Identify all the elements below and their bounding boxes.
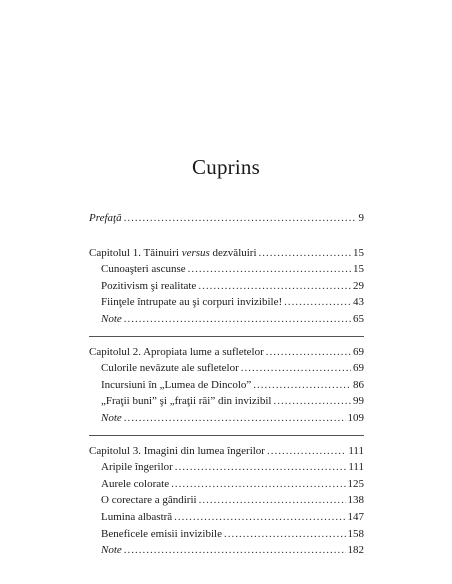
dot-leader <box>188 261 351 278</box>
toc-entry <box>89 261 364 278</box>
toc-entry <box>89 476 364 493</box>
toc-chapter-3 <box>89 443 364 460</box>
dot-leader <box>124 542 346 559</box>
dot-leader <box>224 526 346 543</box>
toc-entry-label: Pozitivism şi realitate <box>101 279 197 292</box>
toc-entry-label: Cunoaşteri ascunse <box>101 263 186 276</box>
toc-entry <box>89 311 364 328</box>
toc-entry-page: 65 <box>353 312 364 325</box>
page-title: Cuprins <box>192 155 260 179</box>
dot-leader <box>253 377 351 394</box>
toc-entry-label: Aurele colorate <box>101 477 170 490</box>
toc-entry <box>89 377 364 394</box>
toc-entry <box>89 492 364 509</box>
toc-chapter-label: Capitolul 3. Imagini din lumea îngerilor <box>89 444 265 457</box>
toc-entry-page: 158 <box>347 527 364 540</box>
toc-entry-page: 111 <box>348 461 364 474</box>
chapter-separator <box>89 328 364 344</box>
table-of-contents <box>89 210 364 559</box>
toc-entry <box>89 360 364 377</box>
toc-entry <box>89 294 364 311</box>
toc-chapter-label: Capitolul 1. Tăinuiri versus dezvăluiri <box>89 246 257 259</box>
toc-chapter-page: 111 <box>348 444 364 457</box>
dot-leader <box>284 294 351 311</box>
dot-leader <box>273 393 351 410</box>
toc-entry-page: 99 <box>353 395 364 408</box>
dot-leader <box>198 278 351 295</box>
toc-entry-page: 29 <box>353 279 364 292</box>
toc-entry-page: 86 <box>353 378 364 391</box>
dot-leader <box>266 344 351 361</box>
toc-entry-page: 109 <box>347 411 364 424</box>
toc-chapter-label: Capitolul 2. Apropiata lume a sufletelor <box>89 345 264 358</box>
toc-entry-page: 9 <box>358 212 364 224</box>
toc-entry <box>89 526 364 543</box>
toc-entry-label: Beneficele emisii invizibile <box>101 527 222 540</box>
dot-leader <box>171 476 345 493</box>
toc-entry-label: Note <box>101 544 122 557</box>
dot-leader <box>199 492 346 509</box>
toc-entry-page: 147 <box>347 510 364 523</box>
toc-entry-label: Note <box>101 411 122 424</box>
dot-leader <box>124 311 351 328</box>
toc-entry-label: Culorile nevăzute ale sufletelor <box>101 362 239 375</box>
toc-entry-label: Note <box>101 312 122 325</box>
toc-chapter-2 <box>89 344 364 361</box>
toc-entry-label: O corectare a gândirii <box>101 494 197 507</box>
toc-entry-label: Aripile îngerilor <box>101 461 173 474</box>
toc-entry <box>89 509 364 526</box>
toc-entry <box>89 542 364 559</box>
chapter-separator <box>89 427 364 443</box>
toc-entry-label: Incursiuni în „Lumea de Dincolo” <box>101 378 252 391</box>
toc-entry <box>89 278 364 295</box>
toc-chapter-1 <box>89 245 364 262</box>
toc-entry-label: Fiinţele întrupate au şi corpuri invizibile! <box>101 296 283 309</box>
toc-entry <box>89 410 364 427</box>
toc-entry-label: „Fraţii buni” şi „fraţii răi” din invizibil <box>101 395 272 408</box>
dot-leader <box>267 443 346 460</box>
toc-entry-label: Prefaţă <box>89 212 122 224</box>
toc-entry-page: 15 <box>353 263 364 276</box>
dot-leader <box>124 410 346 427</box>
dot-leader <box>124 210 357 227</box>
toc-entry <box>89 393 364 410</box>
toc-chapter-page: 15 <box>353 246 364 259</box>
toc-entry-page: 69 <box>353 362 364 375</box>
toc-entry-label: Lumina albastră <box>101 510 173 523</box>
toc-chapter-page: 69 <box>353 345 364 358</box>
dot-leader <box>259 245 351 262</box>
toc-entry <box>89 459 364 476</box>
toc-entry-page: 43 <box>353 296 364 309</box>
toc-entry-page: 125 <box>347 477 364 490</box>
toc-entry-page: 138 <box>347 494 364 507</box>
dot-leader <box>241 360 351 377</box>
dot-leader <box>174 509 345 526</box>
dot-leader <box>175 459 347 476</box>
toc-entry-preface <box>89 210 364 227</box>
toc-entry-page: 182 <box>347 544 364 557</box>
